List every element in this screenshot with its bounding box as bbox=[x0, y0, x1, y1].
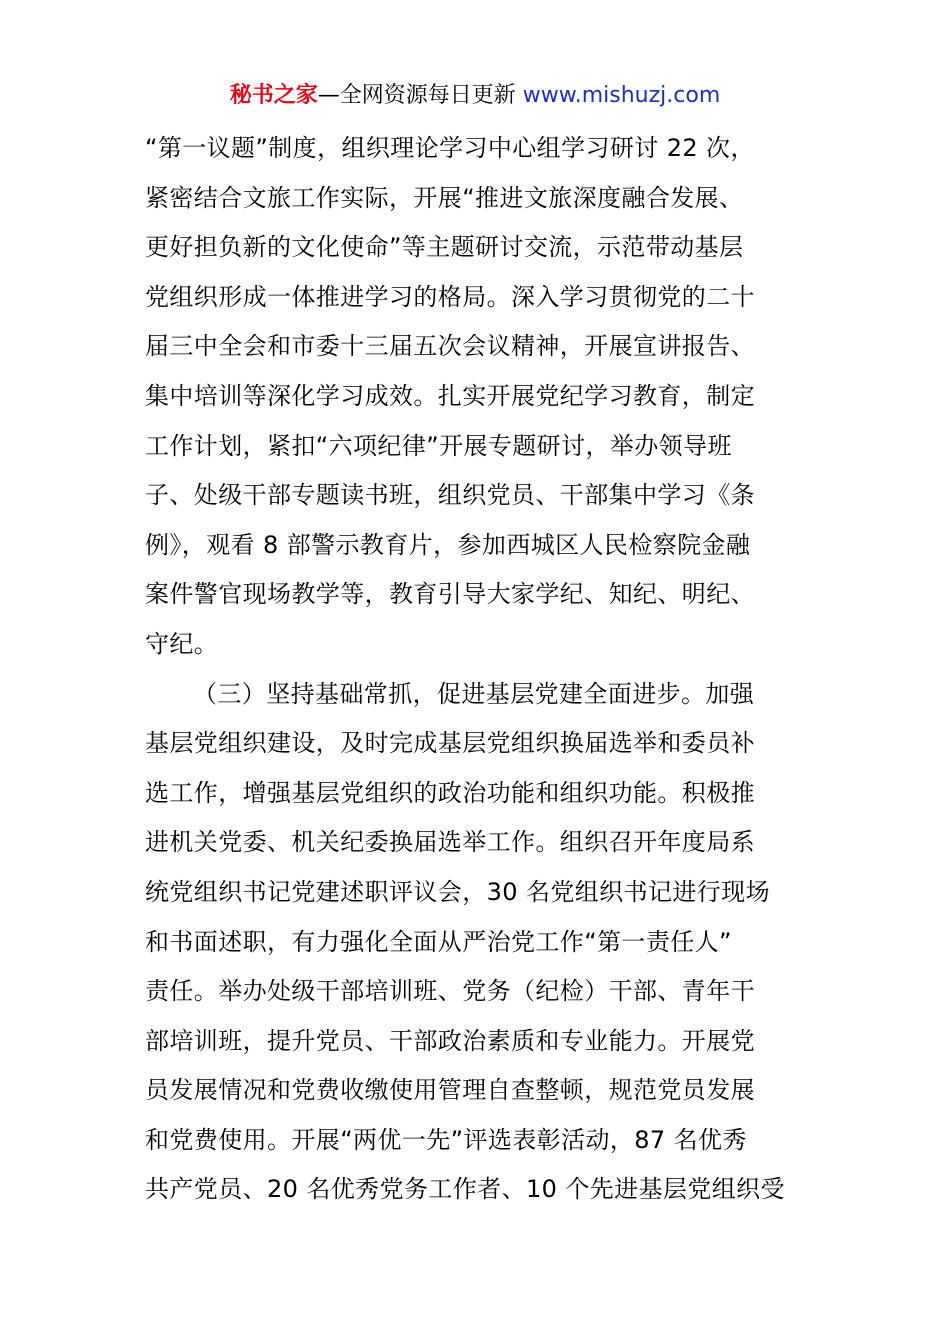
site-header bbox=[0, 78, 950, 114]
document-body bbox=[145, 124, 825, 1215]
text-line: 责任。举办处级干部培训班、党务（纪检）干部、青年干 bbox=[145, 977, 755, 1006]
brand-name: 秘书之家 bbox=[229, 83, 318, 108]
text-line: 更好担负新的文化使命”等主题研讨交流，示范带动基层 bbox=[145, 233, 744, 262]
text-line: 进机关党委、机关纪委换届选举工作。组织召开年度局系 bbox=[145, 828, 755, 857]
text-line: 基层党组织建设，及时完成基层党组织换届选举和委员补 bbox=[145, 729, 755, 758]
text-line: 工作计划，紧扣“六项纪律”开展专题研讨，举办领导班 bbox=[145, 431, 732, 460]
text-line: 员发展情况和党费收缴使用管理自查整顿，规范党员发展 bbox=[145, 1076, 755, 1105]
text-line: 选工作，增强基层党组织的政治功能和组织功能。积极推 bbox=[145, 778, 755, 807]
text-line: 和党费使用。开展“两优一先”评选表彰活动，87 名优秀 bbox=[145, 1125, 747, 1154]
text-line: 紧密结合文旅工作实际，开展“推进文旅深度融合发展、 bbox=[145, 183, 744, 212]
text-line: 例》，观看 8 部警示教育片，参加西城区人民检察院金融 bbox=[145, 530, 751, 559]
text-line: 案件警官现场教学等，教育引导大家学纪、知纪、明纪、 bbox=[145, 580, 755, 609]
section-heading-line: （三）坚持基础常抓，促进基层党建全面进步。加强 bbox=[193, 679, 755, 708]
text-line: 部培训班，提升党员、干部政治素质和专业能力。开展党 bbox=[145, 1026, 755, 1055]
text-line: 党组织形成一体推进学习的格局。深入学习贯彻党的二十 bbox=[145, 282, 755, 311]
header-tagline: —全网资源每日更新 bbox=[317, 83, 523, 108]
text-line: 共产党员、20 名优秀党务工作者、10 个先进基层党组织受 bbox=[145, 1175, 785, 1204]
site-url-link[interactable]: www.mishuzj.com bbox=[522, 83, 721, 108]
text-line: 届三中全会和市委十三届五次会议精神，开展宣讲报告、 bbox=[145, 332, 755, 361]
text-line: 集中培训等深化学习成效。扎实开展党纪学习教育，制定 bbox=[145, 381, 755, 410]
text-line: 统党组织书记党建述职评议会，30 名党组织书记进行现场 bbox=[145, 877, 770, 906]
text-line: “第一议题”制度，组织理论学习中心组学习研讨 22 次， bbox=[145, 134, 755, 162]
text-line: 和书面述职，有力强化全面从严治党工作“第一责任人” bbox=[145, 927, 732, 956]
text-line: 子、处级干部专题读书班，组织党员、干部集中学习《条 bbox=[145, 481, 755, 510]
text-line: 守纪。 bbox=[145, 629, 219, 658]
